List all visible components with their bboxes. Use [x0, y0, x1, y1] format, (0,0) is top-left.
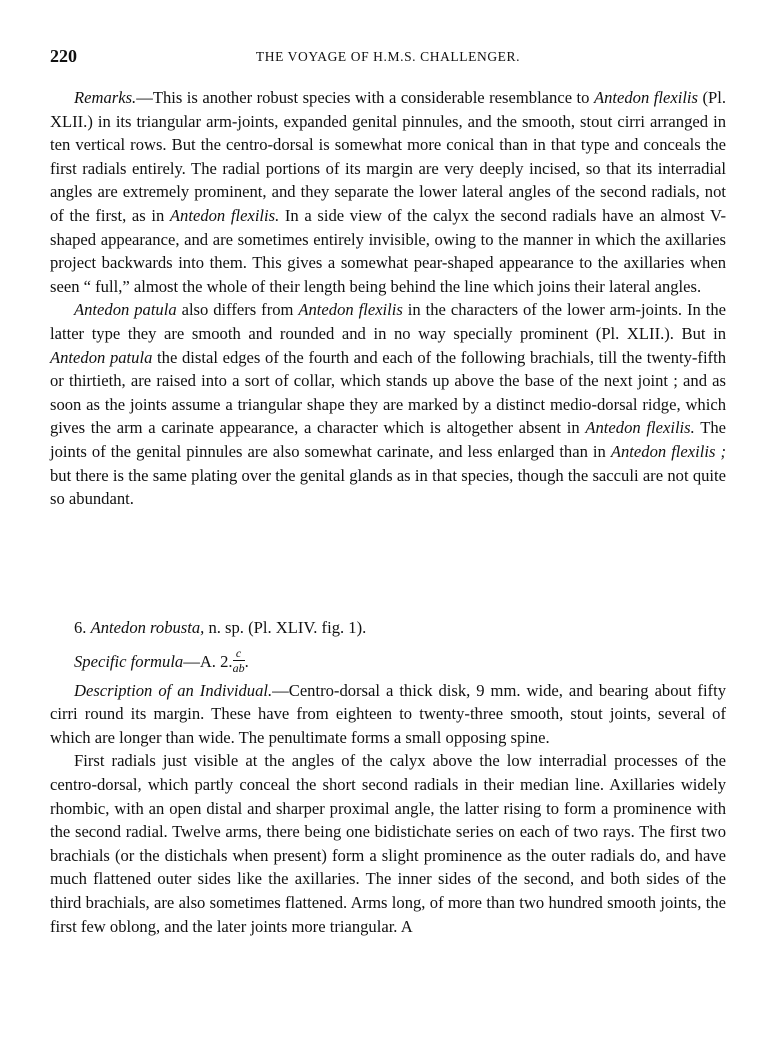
comparison-paragraph	[50, 298, 726, 510]
text-run: In a side view of the calyx the second radials have an almost V-shaped appearance, and are sometimes entirely invisible, owing to the manner in which the axillaries project backwards into them. This gives a somewhat pear-shaped appearance to the axillaries when seen “ full,” almost the whole of their length being behind the line which joins their lateral angles.	[50, 205, 726, 296]
page-number: 220	[50, 46, 77, 66]
text-run: First radials just visible at the angles of the calyx above the low interradial processes of the centro-dorsal, which partly conceal the short second radials in their median line. Axillaries widely rhombic, with an open distal and sharper proximal angle, the latter rising to form a prominence with the second radial. Twelve arms, there being one bidistichate series on each of two rays. The first two brachials (or the distichals when present) form a slight prominence as the outer radials do, and have much flattened outer sides like the axillaries. The inner sides of the second, and both sides of the third brachials, are also sometimes flattened. Arms long, of more than two hundred smooth joints, the first few oblong, and the later joints more triangular. A	[50, 751, 726, 936]
description-paragraph	[50, 679, 726, 750]
fraction-denominator: ab	[232, 661, 245, 676]
text-run: —Centro-dorsal a thick disk, 9 mm. wide, and bearing about fifty cirri round its margin. These have from eighteen to twenty-three smooth, stout joints, several of which are longer than wide. The penultimate forms a small opposing spine.	[50, 680, 726, 747]
text-run: —This is another robust species with a considerable resemblance to	[136, 88, 594, 107]
formula-label: Specific formula	[74, 651, 184, 671]
formula-fraction	[233, 647, 245, 674]
species-name: Antedon flexilis	[593, 88, 698, 107]
text-run: also differs from	[176, 300, 299, 320]
description-label: Description of an Individual.	[74, 680, 273, 700]
remarks-label: Remarks.	[74, 88, 137, 107]
text-run: n. sp. (Pl. XLIV. fig. 1).	[204, 618, 367, 637]
species-number: 6.	[74, 618, 87, 637]
species-heading	[50, 616, 726, 640]
text-run: (Pl. XLII.) in its triangular arm-joints, expanded genital pinnules, and the smooth, stout cirri arranged in ten vertical rows. But the centro-dorsal is somewhat more conical than in that type and conceals the first radials entirely. The radial portions of its margin are very deeply incised, so that its interradial angles are extremely prominent, and they separate the lower lateral angles of the second radials, not of the first, as in	[50, 88, 727, 225]
species-name: Antedon patula	[74, 300, 177, 320]
species-name: Antedon flexilis.	[585, 418, 695, 438]
text-run: the distal edges of the fourth and each of the following brachials, till the twenty-fifth or thirtieth, are raised into a sort of collar, which stands up above the base of the next joint ; and as soon as the joints assume a triangular shape they are marked by a distinct medio-dorsal ridge, which gives the arm a carinate appearance, a character which is altogether absent in	[50, 347, 726, 438]
remarks-section	[50, 86, 726, 511]
species-name: Antedon flexilis ;	[610, 441, 726, 461]
text-run: but there is the same plating over the genital glands as in that species, though the sacculi are not quite so abundant.	[50, 465, 726, 509]
species-name: Antedon flexilis.	[169, 205, 280, 225]
radials-paragraph	[50, 749, 726, 938]
species-name: Antedon flexilis	[298, 300, 403, 320]
running-head: THE VOYAGE OF H.M.S. CHALLENGER.	[255, 49, 521, 64]
formula-suffix: .	[244, 651, 249, 671]
text-run: in the characters of the lower arm-joints. In the latter type they are smooth and rounded and in no way specially prominent (Pl. XLII.). But in	[50, 300, 727, 343]
remarks-paragraph	[50, 86, 726, 298]
page-header	[50, 46, 726, 72]
species-section	[50, 616, 726, 938]
species-name: Antedon robusta,	[90, 618, 205, 637]
formula-prefix: —A. 2.	[183, 651, 233, 671]
species-name: Antedon patula	[50, 347, 153, 367]
fraction-numerator: c	[233, 647, 245, 661]
specific-formula	[50, 645, 726, 679]
text-run: The joints of the genital pinnules are also somewhat carinate, and less enlarged than in	[50, 418, 726, 461]
